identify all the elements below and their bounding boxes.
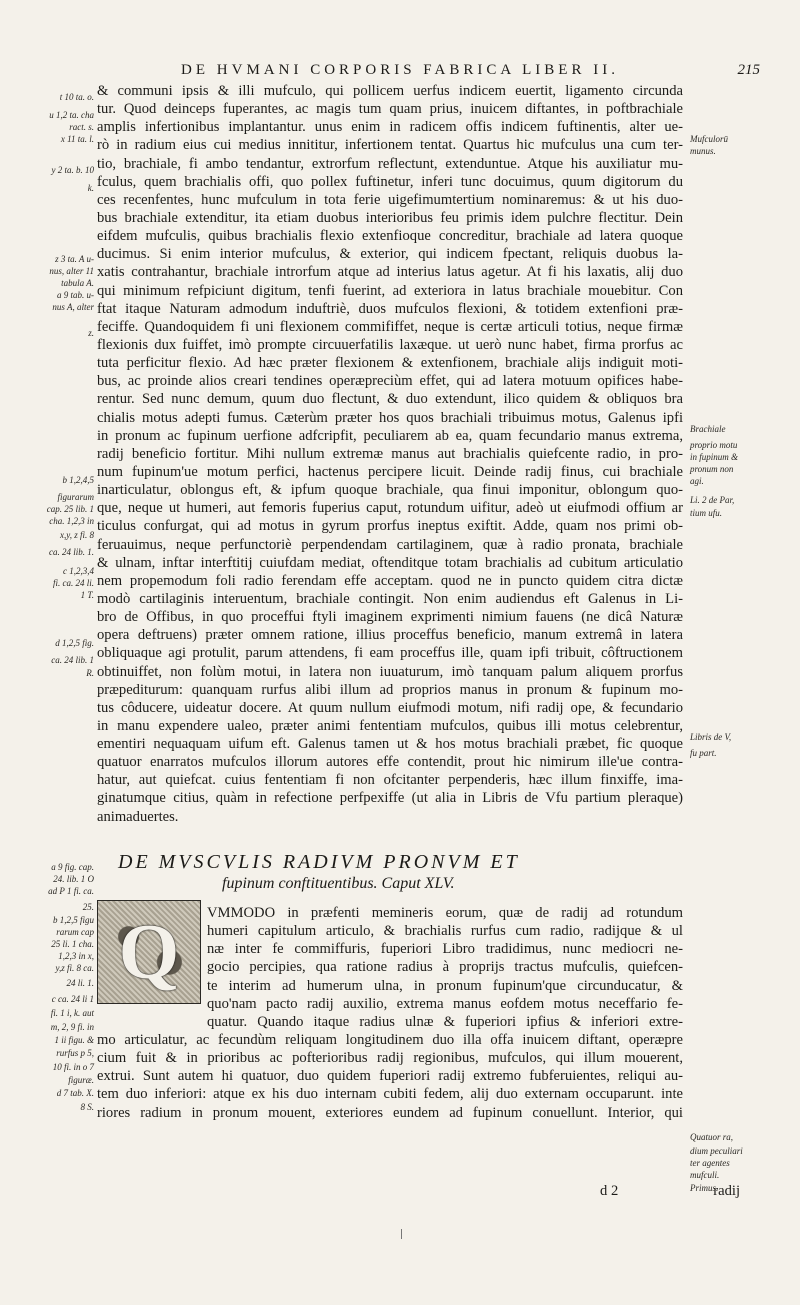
margin-note: dium peculiari	[690, 1146, 743, 1156]
text-line: tus côducere, uideatur docere. At quum nullum eiufmodi motum, nifi radij ope, & fecundario	[97, 699, 683, 716]
text-line: eifdem mufculis, quibus brachialis flexio extenfioque concreditur, brachiale ad latera quoque	[97, 228, 683, 245]
margin-note: b 1,2,4,5	[62, 475, 94, 485]
text-line: que, neque ut humeri, aut femoris fuperius caput, rotundum uifitur, adeò ut eiufmodi offium ar	[97, 500, 683, 517]
text-line: mo articulatur, ac fecundùm reliquam longitudinem duo illa offa inuicem diftant, operæpre	[97, 1031, 683, 1048]
margin-note: 10 fi. in o 7	[52, 1062, 94, 1072]
margin-note: ca. 24 lib. 1	[51, 655, 94, 665]
margin-note: 1 ii figu. &	[54, 1035, 94, 1045]
text-line: obliquaque agi protulit, parum attendens, fi eam proceffus ille, quam ipfi tribuit, côftructionem	[97, 645, 683, 662]
text-line: in pronum ac fupinum uerfione adfcripfit, peculiarem ab ea, quam fecundario manus extrema,	[97, 427, 683, 444]
text-line: tur. Quod deinceps fuperantes, ac magis tum quam prius, inuicem diftantes, in poftbrachiale	[97, 101, 683, 118]
margin-note: 24. lib. 1 O	[53, 874, 94, 884]
text-line: gocio percipies, qua ratione radius à proprijs tractus mufculis, quiefcen-	[207, 959, 683, 976]
text-line: VMMODO in præfenti memineris eorum, quæ de radij ad rotundum	[207, 905, 683, 921]
margin-note: 25.	[82, 902, 94, 912]
margin-note: m, 2, 9 fi. in	[50, 1022, 94, 1032]
margin-note: d 1,2,5 fig.	[55, 638, 94, 648]
margin-note: d 7 tab. X.	[56, 1088, 94, 1098]
text-line: quo'nam pacto radij auxilio, extrema manus eofdem motus neceffario fe-	[207, 995, 683, 1012]
text-line: nem propemodum foli radio ferendam effe acceptam. quod ne in puncto quidem citra dictæ	[97, 572, 683, 589]
text-line: num fupinum'ue motum perfici, hactenus percipere licuit. Deinde radij finus, cui brachiale	[97, 463, 683, 480]
text-line: ticulus confurgat, qui ad motus in gyrum prorfus ineptus exiftit. Adde, quam nos primi ob-	[97, 518, 683, 535]
margin-note: cap. 25 lib. 1	[46, 504, 94, 514]
chapter-subtitle: fupinum conftituentibus. Caput XLV.	[222, 875, 455, 892]
text-line: modò cartilaginis interuentum, brachiale contingit. Non enim audiendus eft Galenus in Li-	[97, 590, 683, 607]
running-title: DE HVMANI CORPORIS FABRICA LIBER II.	[181, 62, 619, 78]
text-line: qui minimum refpiciunt digitum, tenfi fuerint, ad exteriora in latus brachiale mouebitur. Con	[97, 282, 683, 299]
margin-note: figurarum	[57, 492, 94, 502]
margin-note: a 9 fig. cap.	[51, 862, 94, 872]
margin-note: Quatuor ra,	[690, 1132, 734, 1142]
margin-note: k.	[87, 183, 94, 193]
margin-note: ca. 24 lib. 1.	[49, 547, 94, 557]
text-line: ftat itaque Naturam admodum induftriè, duos mufculos flexioni, & totidem extenfioni præ-	[97, 300, 683, 317]
text-line: hatur, aut quiefcat. cuius fententiam fi non ofcitanter perpenderis, hæc illum finxiffe, ima-	[97, 772, 683, 789]
initial-letter: Q	[118, 908, 180, 995]
text-line: næ inter fe commiffuris, fuperiori Libro tradidimus, nunc mediocri ne-	[207, 941, 683, 958]
ink-mark	[401, 1229, 402, 1239]
text-line: chialis motus adepti fumus. Cæterùm præter hos quos brachiali tribuimus motus, Galenus ipfi	[97, 409, 683, 426]
catchword-line	[600, 1183, 740, 1200]
chapter-title: DE MVSCVLIS RADIVM PRONVM ET	[118, 851, 520, 873]
text-line: præpediturum: quanquam rurfus alibi illum ad proprios manus in pronum & fupinum mo-	[97, 681, 683, 698]
margin-note: c ca. 24 li 1	[51, 994, 94, 1004]
margin-note: rurfus p 5,	[56, 1048, 94, 1058]
signature-mark: d 2	[600, 1183, 619, 1199]
margin-note: 8 S.	[80, 1102, 94, 1112]
text-line: amplis infertionibus implantantur. unus enim in radicem offis indicem fuftinentis, alter ue-	[97, 119, 683, 136]
text-line: quatur. Quando itaque radius ulnæ & fuperiori ipfius & inferiori extre-	[207, 1013, 683, 1030]
margin-note: figuræ.	[68, 1075, 94, 1085]
margin-note: pronum non	[690, 464, 734, 474]
margin-note: 1 T.	[80, 590, 94, 600]
text-line: cium fuit & in prioribus ac pofterioribus radij regionibus, mufculos, qui illum mouerent,	[97, 1050, 683, 1067]
chapter-heading	[118, 850, 718, 894]
text-line: ducimus. Si enim interior mufculus, & exterior, qui indicem fpectant, reliquis duobus la-	[97, 246, 683, 263]
margin-note: Mufculorū	[690, 134, 728, 144]
text-line: rentur. Sed nunc demum, quum duo flectunt, & duo extendunt, ilico quidem & obliquos bra	[97, 391, 683, 408]
margin-note: mufculi.	[690, 1170, 720, 1180]
margin-note: tabula A.	[61, 278, 94, 288]
margin-note: Li. 2 de Par,	[690, 495, 735, 505]
margin-note: tium ufu.	[690, 508, 723, 518]
margin-note: x 11 ta. l.	[60, 134, 94, 144]
margin-note: ract. s.	[69, 122, 94, 132]
text-line: & ulnam, inftar interftitij cuiufdam mediat, oftenditque totam brachialis ad cubitum articulatio	[97, 554, 683, 571]
text-line: humeri capitulum articulo, & brachialis rurfus cum radio, radijque & ul	[207, 923, 683, 940]
chapter-text-block	[97, 904, 683, 1122]
margin-note: u 1,2 ta. cha	[49, 110, 94, 120]
margin-note: z 3 ta. A u-	[55, 254, 94, 264]
margin-note: ad P 1 fi. ca.	[48, 886, 94, 896]
margin-note: 1,2,3 in x,	[58, 951, 94, 961]
margin-note: proprio motu	[690, 440, 738, 450]
margin-note: nus, alter 11	[49, 266, 94, 276]
margin-note: c 1,2,3,4	[63, 566, 94, 576]
margin-note: t 10 ta. o.	[59, 92, 94, 102]
text-line: inarticulatur, oblongus eft, & ipfum quoque brachiale, qua finui imponitur, oblongum quo-	[97, 482, 683, 499]
text-line: bro de Offibus, in quo proceffui ftyli imaginem exprimenti nimium fauens (ne dicâ Naturæ	[97, 609, 683, 626]
text-line: tem duo inferiori: atque ex his duo internam cubiti fedem, alij duo externam occuparunt. inte	[97, 1086, 683, 1103]
text-line: opera deftruens) præter omnem ratione, illius proceffus beneficio, manum extremâ in latera	[97, 627, 683, 644]
margin-note: b 1,2,5 figu	[52, 915, 94, 925]
text-line: ginatumque citius, quàm in refectione perfpexiffe (ut alia in Libris de Vfu partium pleraque)	[97, 790, 683, 807]
text-line: te interim ad humerum ulna, in pronum fupinum'que circunducatur, &	[207, 977, 683, 994]
text-line: tuta perficitur flexio. Ad hæc præter flexionem & extenfionem, brachiale alijs indiguit moti-	[97, 355, 683, 372]
text-line: quatuor enarratos mufculos illorum autores effe contendit, prout hic nimirum ille'ue contra-	[97, 754, 683, 771]
text-line: flexionis dux fuiffet, imò prompte circuuerfatilis laxæque. ut uerò nunc habet, firma prorfus ac	[97, 336, 683, 353]
text-line: animaduertes.	[97, 808, 179, 825]
text-line: & communi ipsis & illi mufculo, qui pollicem uerfus indicem euertit, ligamento circunda	[97, 83, 683, 99]
margin-note: y 2 ta. b. 10	[51, 165, 94, 175]
margin-note: Libris de V,	[690, 732, 732, 742]
text-line: radij beneficio fortitur. Mihi nullum extremæ manus aut brachialis quiefcente radio, in pro-	[97, 445, 683, 462]
text-line: xatis contrahantur, brachiale introrfum atque ad interius latus agetur. At fi his laxatis, alij duo	[97, 264, 683, 281]
margin-note: rarum cap	[56, 927, 94, 937]
margin-note: agi.	[690, 476, 704, 486]
margin-note: Brachiale	[690, 424, 726, 434]
text-line: extrui. Sunt autem hi quatuor, duo quidem fuperiori radij extremo fubferuientes, reliqui au-	[97, 1068, 683, 1085]
text-line: feruauimus, neque perfunctoriè perpendendam cartilaginem, quæ à radio pronata, brachiale	[97, 536, 683, 553]
margin-note: 25 li. 1 cha.	[51, 939, 94, 949]
text-line: ementiri nequaquam uifum eft. Galenus tamen ut & hos motus brachiali præbet, fic quoque	[97, 736, 683, 753]
margin-note: R.	[86, 668, 94, 678]
margin-note: munus.	[690, 146, 716, 156]
margin-note: 24 li. 1.	[66, 978, 94, 988]
margin-note: a 9 tab. u-	[57, 290, 94, 300]
text-line: bus brachiale extenditur, ita etiam duobus interioribus feu primis idem pulchre flectitur. Dein	[97, 209, 683, 226]
text-line: riores radium in pronum mouent, exteriores eundem ad fupinum conuellunt. Interior, qui	[97, 1104, 683, 1121]
margin-note: x,y, z fi. 8	[60, 530, 94, 540]
text-line: bus, ac proinde alios creari tendines operæpreciùm effet, qui ad latera motuum opifices habe-	[97, 373, 683, 390]
margin-note: Primus.	[690, 1183, 719, 1193]
page-number: 215	[737, 62, 760, 78]
margin-note: nus A, alter	[52, 302, 94, 312]
margin-note: z.	[88, 328, 94, 338]
margin-note: fu part.	[690, 748, 717, 758]
catchword: radij	[713, 1183, 740, 1199]
margin-note: in fupinum &	[690, 452, 739, 462]
text-line: obtinuiffet, non folùm motui, in latera non iuuaturum, imò tanquam palum aliquem prorfus	[97, 663, 683, 680]
text-line: in manu expendere ualeo, præter animi fententiam mufculos, quibus illi motus celebrentur,	[97, 717, 683, 734]
margin-note: fi. 1 i, k. aut	[50, 1008, 94, 1018]
text-line: tio, brachiale, fi ambo tendantur, extrorfum reflectunt, extenduntue. Atque his auxiliatur mu-	[97, 155, 683, 172]
margin-note: ter agentes	[690, 1158, 730, 1168]
margin-note: y,z fi. 8 ca.	[55, 963, 94, 973]
text-line: ces recenfentes, hunc mufculum in tota ferie uigefimumtertium nominaremus: & ut his duo-	[97, 191, 683, 208]
text-line: fculus, quem brachialis offi, quo pollex fuftinetur, inferi tunc docuimus, quum digitorum du	[97, 173, 683, 190]
main-text-block	[97, 82, 683, 826]
text-line: feciffe. Quandoquidem fi uni flexionem commififfet, neque is certæ articuli totius, neque firmæ	[97, 318, 683, 335]
margin-note: fi. ca. 24 li.	[53, 578, 94, 588]
text-line: rò in radium eius cui medius innititur, infertionem tentat. Quartus hic mufculus una cum ter-	[97, 137, 683, 154]
margin-note: cha. 1,2,3 in	[49, 516, 94, 526]
